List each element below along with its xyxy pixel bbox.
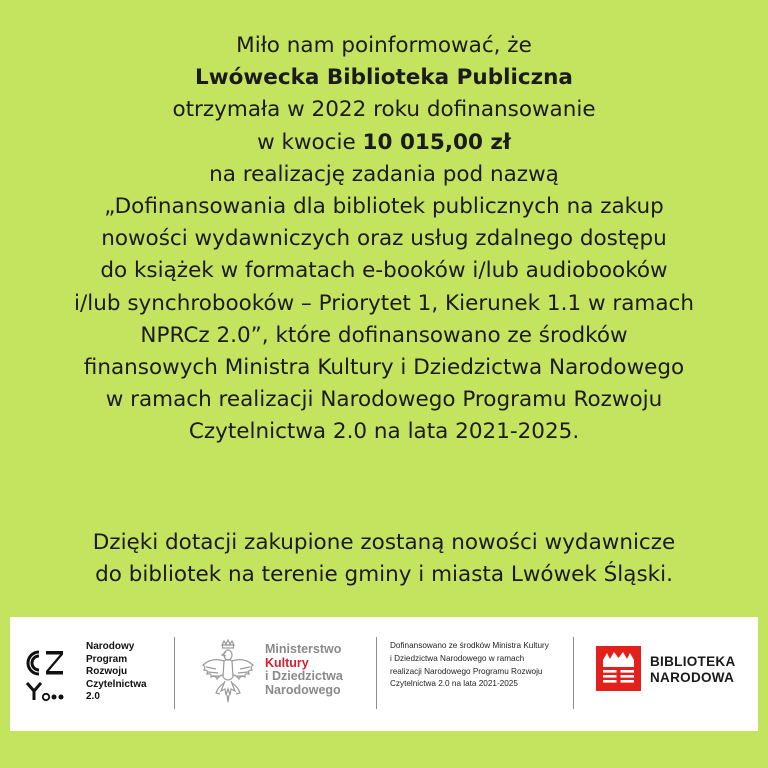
funding-source-line-2: w ramach realizacji Narodowego Programu Rozwoju [105,387,663,413]
funding-source-line-3: Czytelnictwa 2.0 na lata 2021-2025. [188,419,580,445]
national-library-wordmark: BIBLIOTEKA NARODOWA [650,654,736,685]
nprcz-wordmark: Narodowy Program Rozwoju Czytelnictwa 2.0 [86,641,147,702]
grant-amount: 10 015,00 zł [362,129,511,155]
library-name: Lwówecka Biblioteka Publiczna [195,65,573,91]
funding-source-line-1: finansowych Ministra Kultury i Dziedzictwa Narodowego [83,355,685,381]
announcement-text [0,30,768,449]
task-name-line-5: NPRCz 2.0”, które dofinansowano ze środków [140,322,628,348]
polish-eagle-emblem-icon [200,639,256,705]
task-name-line-2: nowości wydawniczych oraz usług zdalnego dostępu [101,226,667,252]
ministry-wordmark: Ministerstwo Kultury i Dziedzictwa Narodowego [265,642,343,697]
task-name-line-1: „Dofinansowania dla bibliotek publicznych na zakup [104,194,664,220]
closing-text [0,527,768,591]
task-intro-line: na realizację zadania pod nazwą [209,161,559,187]
grant-year-line: otrzymała w 2022 roku dofinansowanie [172,97,596,123]
intro-line: Miło nam poinformować, że [236,33,532,58]
amount-line: w kwocie 10 015,00 zł [257,129,511,155]
closing-line-2: do bibliotek na terenie gminy i miasta Lwówek Śląski. [95,562,673,588]
funding-note: Dofinansowano ze środków Ministra Kultury i Dziedzictwa Narodowego w ramach realizacji Narodowego Programu Rozwoju Czytelnictwa 2.0 na lata 2021-2025 [390,641,549,689]
nprcz-logo-icon [24,643,66,705]
crown-logo-icon [596,646,641,691]
divider [174,637,175,709]
task-name-line-3: do książek w formatach e-booków i/lub audiobooków [100,258,668,284]
sponsor-logos-bar [10,617,758,731]
closing-line-1: Dzięki dotacji zakupione zostaną nowości wydawnicze [92,530,676,555]
divider [573,637,574,709]
divider [376,637,377,709]
task-name-line-4: i/lub synchrobooków – Priorytet 1, Kierunek 1.1 w ramach [74,290,694,316]
